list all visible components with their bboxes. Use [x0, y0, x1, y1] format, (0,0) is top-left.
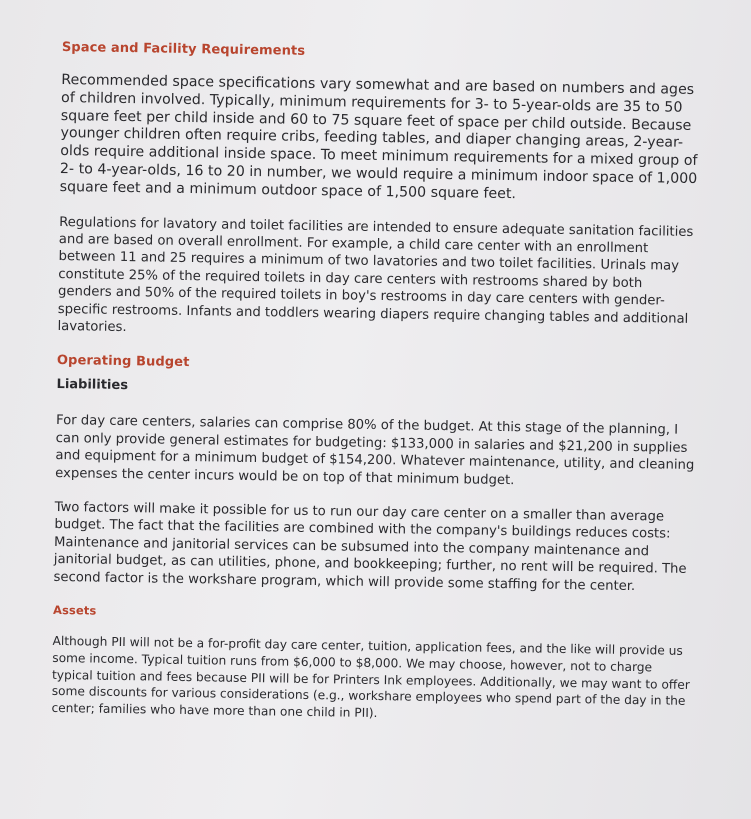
budget-heading: Operating Budget: [56, 353, 190, 371]
assets-paragraph: Although PII will not be a for-profit day care center, tuition, application fees, and the like will provide us some income. Typical tuition runs from $6,000 to $8,000. We may choose, however, not to charge typical tuition and fees because PII will be for Printers Ink employees. Additionally, we may want to offer some discounts for various considerations (e.g., workshare employees who spend part of the day in the center; families who have more than one child in PII).: [51, 634, 690, 721]
liabilities-paragraph-1: For day care centers, salaries can comprise 80% of the budget. At this stage of the planning, I can only provide general estimates for budgeting: $133,000 in salaries and $21,200 in supplies and equipment for a minimum budget of $154,200. Whatever maintenance, utility, and cleaning expenses the center incurs would be on top of that minimum budget.: [55, 413, 695, 488]
space-paragraph: Recommended space specifications vary somewhat and are based on numbers and ages of children involved. Typically, minimum requirements for 3- to 5-year-olds are 35 to 50 square feet per child inside and 60 to 75 square feet of space per child outside. Because younger children often require cribs, feeding tables, and diaper changing areas, 2-year-olds require additional inside space. To meet minimum requirements for a mixed group of 2- to 4-year-olds, 16 to 20 in number, we would require a minimum indoor space of 1,000 square feet and a minimum outdoor space of 1,500 square feet.: [59, 71, 698, 202]
regulations-paragraph: Regulations for lavatory and toilet facilities are intended to ensure adequate sanitation facilities and are based on overall enrollment. For example, a child care center with an enrollment between 11 and 25 requires a minimum of two lavatories and two toilet facilities. Urinals may constitute 25% of the required toilets in day care centers with restrooms shared by both genders and 50% of the required toilets in boy's restrooms in day care centers with gender-specific restrooms. Infants and toddlers wearing diapers require changing tables and additional lavatories.: [57, 214, 694, 336]
section-title: Space and Facility Requirements: [61, 40, 306, 59]
liabilities-heading: Liabilities: [56, 377, 129, 394]
document-content: [51, 40, 702, 727]
assets-heading: Assets: [52, 603, 97, 618]
liabilities-paragraph-2: Two factors will make it possible for us to run our day care center on a smaller than average budget. The fact that the facilities are combined with the company's buildings reduces costs: Maintenance and janitorial services can be subsumed into the company maintenance and janitorial budget, as can utilities, phone, and bookkeeping; further, no rent will be required. The second factor is the workshare program, which will provide some staffing for the center.: [53, 499, 687, 594]
